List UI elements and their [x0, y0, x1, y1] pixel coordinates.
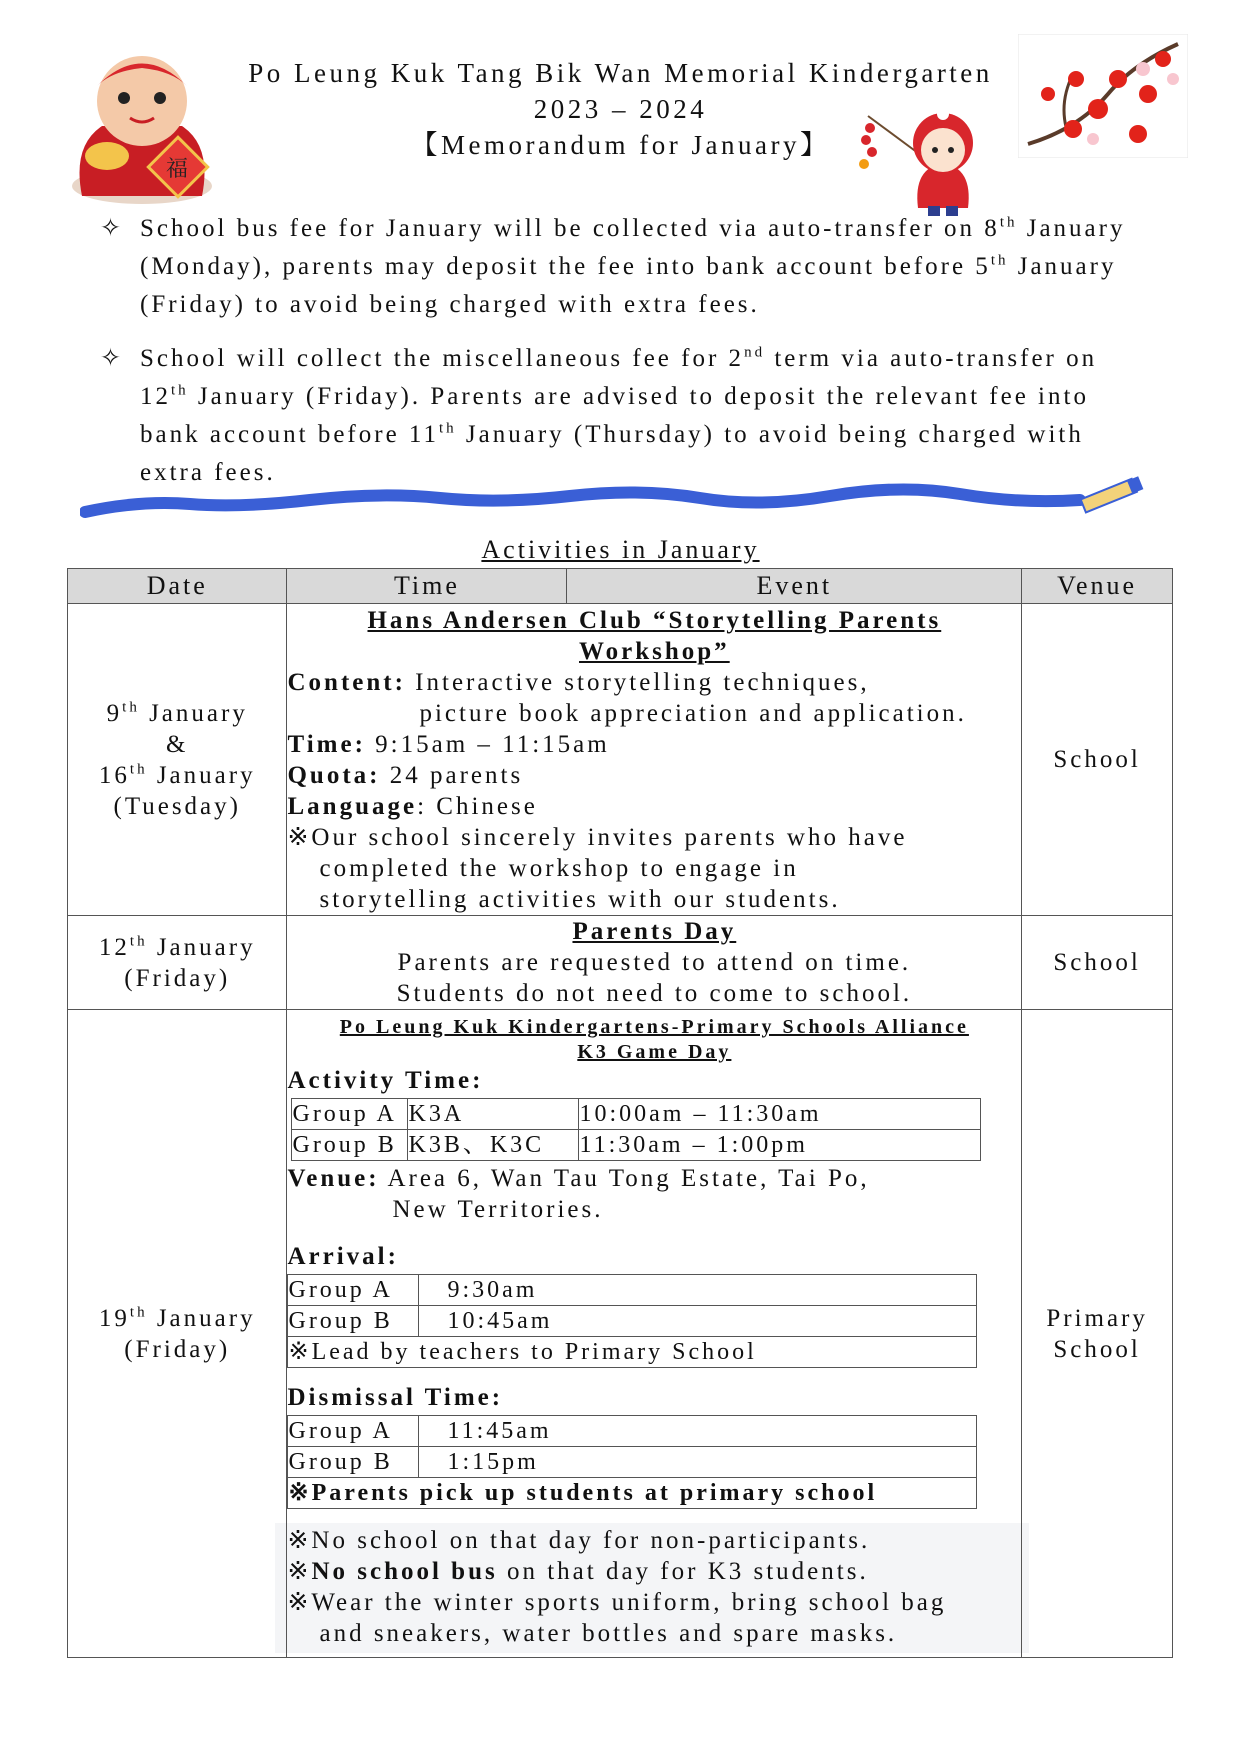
ordinal: th [129, 933, 148, 950]
notice-text: January (Friday) to avoid being charged with extra fees. [140, 253, 1117, 318]
memo-title: 【Memorandum for January】 [410, 130, 831, 160]
date-month: January [147, 933, 256, 961]
activity-time-table [291, 1098, 981, 1161]
time-cell: 11:30am – 1:00pm [579, 1129, 981, 1160]
date-day: (Tuesday) [113, 792, 241, 820]
field-value: Interactive storytelling techniques, [405, 668, 870, 696]
field-label: Venue: [287, 1164, 380, 1192]
class-cell: K3B、K3C [408, 1129, 579, 1160]
date-amp: & [166, 730, 189, 758]
date-day: (Friday) [124, 1335, 231, 1363]
row-venue [1022, 1010, 1173, 1658]
field-label: Quota: [287, 761, 381, 789]
row-date [68, 916, 287, 1010]
row-date [68, 604, 287, 916]
table-row [68, 916, 1173, 1010]
ordinal: nd [744, 344, 766, 361]
venue-text: Primary [1046, 1304, 1148, 1332]
svg-text:福: 福 [166, 157, 189, 182]
group-cell: Group B [288, 1446, 419, 1477]
school-name: Po Leung Kuk Tang Bik Wan Memorial Kindergarten [248, 58, 993, 88]
blue-wave-brush-stroke [80, 470, 1170, 520]
field-value: 24 parents [380, 761, 524, 789]
field-value: 9:15am – 11:15am [365, 730, 610, 758]
header-venue: Venue [1022, 569, 1173, 604]
note-mark: ※ [287, 1557, 312, 1585]
field-label: Content: [287, 668, 406, 696]
group-cell: Group A [292, 1098, 408, 1129]
table-row [288, 1305, 977, 1336]
event-note: ※No school on that day for non-participants. [287, 1526, 871, 1554]
field-label: Language [287, 792, 418, 820]
event-note: ※Wear the winter sports uniform, bring school bag [287, 1588, 947, 1616]
event-title: Hans Andersen Club “Storytelling Parents Workshop” [367, 606, 942, 665]
group-cell: Group A [288, 1415, 419, 1446]
table-row [288, 1274, 977, 1305]
section-label: Arrival: [287, 1242, 399, 1270]
group-cell: Group B [288, 1305, 419, 1336]
table-row [68, 1010, 1173, 1658]
field-value: Area 6, Wan Tau Tong Estate, Tai Po, [379, 1164, 870, 1192]
event-note: ※Our school sincerely invites parents who have [287, 823, 908, 851]
table-row [292, 1098, 981, 1129]
field-label: Time: [287, 730, 366, 758]
date-num: 19 [98, 1304, 130, 1332]
group-cell: Group A [288, 1274, 419, 1305]
date-num: 12 [98, 933, 130, 961]
venue-text: School [1053, 1335, 1141, 1363]
sparkle-icon: ✧ [100, 345, 124, 372]
row-venue: School [1022, 916, 1173, 1010]
ordinal: th [990, 252, 1009, 269]
date-num: 16 [98, 761, 130, 789]
event-note: storytelling activities with our students. [319, 885, 841, 913]
row-venue: School [1022, 604, 1173, 916]
time-cell: 9:30am [419, 1274, 977, 1305]
ordinal: th [122, 699, 140, 716]
activities-table [67, 568, 1173, 1658]
sparkle-icon: ✧ [100, 215, 124, 242]
notes-block [275, 1523, 1029, 1653]
field-value: : Chinese [417, 792, 538, 820]
table-header-row [68, 569, 1173, 604]
ordinal: th [439, 420, 457, 437]
notice-text: School will collect the miscellaneous fee for 2 [140, 345, 745, 372]
section-label: Activity Time: [287, 1066, 484, 1094]
group-cell: Group B [292, 1129, 408, 1160]
note-cell: ※Parents pick up students at primary school [288, 1477, 977, 1508]
notice-text: January (Monday), parents may deposit the fee into bank account before 5 [140, 215, 1126, 280]
date-num: 9 [106, 699, 123, 727]
row-date [68, 1010, 287, 1658]
row-event [287, 604, 1022, 916]
table-row [288, 1336, 977, 1367]
event-note: completed the workshop to engage in [319, 854, 799, 882]
notice-bus-fee [100, 210, 1150, 324]
event-text: Students do not need to come to school. [396, 980, 913, 1007]
table-row [292, 1129, 981, 1160]
time-cell: 11:45am [419, 1415, 977, 1446]
notice-text: term via auto-transfer on 12 [140, 345, 1098, 410]
section-label: Dismissal Time: [287, 1383, 504, 1411]
row-event [287, 916, 1022, 1010]
time-cell: 10:45am [419, 1305, 977, 1336]
note-cell: ※Lead by teachers to Primary School [288, 1336, 977, 1367]
date-day: (Friday) [124, 964, 231, 992]
date-month: January [147, 1304, 256, 1332]
event-note: and sneakers, water bottles and spare masks. [319, 1619, 898, 1647]
dismissal-table [287, 1415, 977, 1509]
event-title: Po Leung Kuk Kindergartens-Primary Schools Alliance [339, 1015, 969, 1038]
event-text: Parents are requested to attend on time. [397, 949, 912, 976]
ordinal: th [171, 382, 189, 399]
activities-title: Activities in January [481, 535, 760, 564]
school-year: 2023 – 2024 [533, 94, 708, 124]
notice-text: School bus fee for January will be collected via auto-transfer on 8 [140, 215, 1000, 242]
event-subtitle: K3 Game Day [577, 1040, 732, 1063]
table-row [68, 604, 1173, 916]
field-value: picture book appreciation and application. [419, 699, 967, 727]
event-title: Parents Day [572, 918, 737, 945]
time-cell: 10:00am – 11:30am [579, 1098, 981, 1129]
ordinal: th [999, 214, 1018, 231]
table-row [288, 1477, 977, 1508]
table-row [288, 1446, 977, 1477]
date-month: January [139, 699, 248, 727]
header-date: Date [68, 569, 287, 604]
row-event [287, 1010, 1022, 1658]
memo-header [0, 55, 1241, 163]
field-value: New Territories. [392, 1195, 604, 1223]
fee-notices [100, 210, 1150, 508]
note-bold: No school bus [311, 1557, 498, 1585]
notice-text: January (Thursday) to avoid being charged with extra fees. [140, 421, 1084, 486]
header-event: Event [567, 569, 1022, 604]
header-time: Time [287, 569, 567, 604]
ordinal: th [129, 1304, 148, 1321]
arrival-table [287, 1274, 977, 1368]
date-month: January [147, 761, 256, 789]
notice-text: January (Friday). Parents are advised to deposit the relevant fee into bank account before 11 [140, 383, 1089, 448]
time-cell: 1:15pm [419, 1446, 977, 1477]
event-note: on that day for K3 students. [497, 1557, 869, 1585]
class-cell: K3A [408, 1098, 579, 1129]
table-row [288, 1415, 977, 1446]
ordinal: th [129, 761, 148, 778]
